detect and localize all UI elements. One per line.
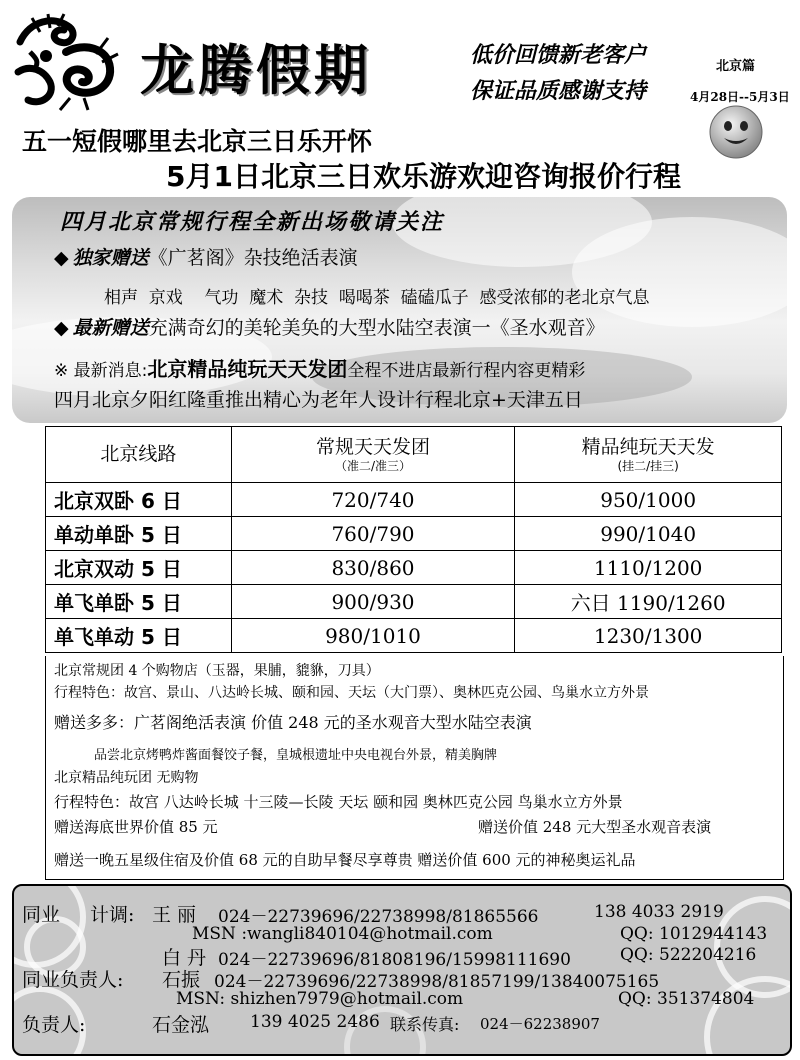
col-premium-sub: (挂二/挂三)	[617, 458, 679, 473]
regular-tour-food: 品尝北京烤鸭炸酱面餐饺子餐，皇城根遗址中央电视台外景，精美胸牌	[94, 748, 498, 763]
diamond-bullet-icon: ◆	[54, 247, 69, 269]
date-range: 4月28日--5月3日	[690, 90, 790, 104]
price-table	[45, 426, 782, 653]
route-cell: 单飞单动 5 日	[46, 619, 232, 653]
mobile-1: 138 4033 2919	[594, 902, 724, 922]
contact-name-3: 石振	[162, 969, 201, 991]
regular-price-cell: 830/860	[231, 551, 515, 585]
premium-gift-left: 赠送海底世界价值 85 元	[54, 818, 218, 836]
regular-price-cell: 760/790	[231, 517, 515, 551]
premium-price-cell: 1230/1300	[515, 619, 782, 653]
table-row	[46, 483, 782, 517]
latest-news-line	[54, 353, 585, 382]
fax-label: 联系传真:	[390, 1015, 460, 1034]
new-gift-label: 最新赠送	[72, 317, 149, 339]
regular-tour-gifts: 赠送多多：广茗阁绝活表演 价值 248 元的圣水观音大型水陆空表演	[54, 713, 532, 732]
exclusive-gift-items: 相声 京戏 气功 魔术 杂技 喝喝茶 磕磕瓜子 感受浓郁的老北京气息	[104, 288, 650, 308]
premium-price-cell: 990/1040	[515, 517, 782, 551]
news-highlight: 北京精品纯玩天天发团	[147, 357, 348, 381]
mobile-4: 139 4025 2486	[250, 1012, 380, 1032]
senior-tour-line: 四月北京夕阳红隆重推出精心为老年人设计行程北京+天津五日	[54, 389, 583, 411]
route-cell: 北京双动 5 日	[46, 551, 232, 585]
regular-tour-title: 北京常规团 4 个购物店（玉器，果脯，貔貅，刀具）	[54, 663, 380, 679]
headline-line-1: 五一短假哪里去北京三日乐开怀	[22, 127, 373, 156]
slogan-line-1: 低价回馈新老客户	[470, 43, 647, 68]
contact-name-2: 白 丹	[162, 947, 207, 969]
contact-name-1: 王 丽	[152, 904, 197, 926]
promo-banner	[12, 197, 787, 423]
trade-head-label: 同业负责人:	[22, 969, 124, 991]
col-regular-sub: （准二/准三）	[334, 458, 411, 473]
col-route-header: 北京线路	[46, 427, 232, 483]
col-premium-title: 精品纯玩天天发	[581, 435, 715, 458]
regular-price-cell: 720/740	[231, 483, 515, 517]
head-label: 负责人:	[22, 1014, 86, 1036]
premium-price-cell: 1110/1200	[515, 551, 782, 585]
qq-1: QQ: 1012944143	[620, 924, 768, 944]
edition-label: 北京篇	[716, 59, 756, 74]
contact-name-4: 石金泓	[152, 1014, 210, 1036]
regular-price-cell: 900/930	[231, 585, 515, 619]
msn-1: MSN :wangli840104@hotmail.com	[192, 924, 493, 944]
qq-3: QQ: 351374804	[618, 989, 755, 1009]
diamond-bullet-icon: ◆	[54, 317, 69, 339]
slogan-line-2: 保证品质感谢支持	[470, 79, 647, 104]
col-premium-header	[515, 427, 782, 483]
premium-tour-features: 行程特色：故宫 八达岭长城 十三陵—长陵 天坛 颐和园 奥林匹克公园 鸟巢水立方外景	[54, 793, 623, 811]
premium-bonus: 赠送一晚五星级住宿及价值 68 元的自助早餐尽享尊贵 赠送价值 600 元的神秘奥运礼品	[54, 851, 636, 869]
premium-price-cell: 六日 1190/1260	[515, 585, 782, 619]
new-gift-line	[54, 313, 605, 340]
col-regular-header	[231, 427, 515, 483]
headline-line-2: 5月1日北京三日欢乐游欢迎咨询报价行程	[166, 160, 681, 193]
header	[0, 0, 800, 120]
route-cell: 单动单卧 5 日	[46, 517, 232, 551]
new-gift-text: 充满奇幻的美轮美奂的大型水陆空表演一《圣水观音》	[148, 317, 605, 339]
table-row	[46, 517, 782, 551]
contact-panel	[12, 884, 792, 1056]
promo-title: 四月北京常规行程全新出场敬请关注	[60, 210, 445, 235]
premium-gift-right: 赠送价值 248 元大型圣水观音表演	[478, 818, 712, 836]
exclusive-gift-label: 独家赠送	[72, 247, 149, 269]
msn-3: MSN: shizhen7979@hotmail.com	[176, 989, 464, 1009]
smiley-face-icon	[708, 104, 764, 160]
fax-number: 024－62238907	[480, 1015, 600, 1033]
price-table-header	[46, 427, 782, 483]
trade-label: 同业	[22, 904, 61, 926]
table-row	[46, 551, 782, 585]
table-row	[46, 619, 782, 653]
itinerary-details	[45, 656, 784, 880]
dragon-logo-icon	[10, 12, 122, 112]
news-suffix: 全程不进店最新行程内容更精彩	[347, 361, 586, 381]
route-cell: 单飞单卧 5 日	[46, 585, 232, 619]
brand-title: 龙腾假期	[140, 39, 372, 102]
exclusive-gift-line	[54, 243, 358, 270]
regular-price-cell: 980/1010	[231, 619, 515, 653]
exclusive-gift-text: 《广茗阁》杂技绝活表演	[148, 247, 358, 269]
premium-tour-title: 北京精品纯玩团 无购物	[54, 770, 199, 786]
phone-1: 024－22739696/22738998/81865566	[218, 907, 539, 927]
news-prefix: ※ 最新消息:	[54, 361, 148, 381]
regular-tour-features: 行程特色：故宫、景山、八达岭长城、颐和园、天坛（大门票）、奥林匹克公园、鸟巢水立方外景	[54, 685, 649, 701]
premium-price-cell: 950/1000	[515, 483, 782, 517]
route-cell: 北京双卧 6 日	[46, 483, 232, 517]
table-row	[46, 585, 782, 619]
col-regular-title: 常规天天发团	[315, 435, 430, 458]
qq-2: QQ: 522204216	[620, 945, 757, 965]
phone-3: 024－22739696/22738998/81857199/13840075165	[214, 972, 660, 992]
dispatch-label: 计调:	[90, 904, 135, 926]
phone-2: 024－22739696/81808196/15998111690	[218, 950, 571, 970]
